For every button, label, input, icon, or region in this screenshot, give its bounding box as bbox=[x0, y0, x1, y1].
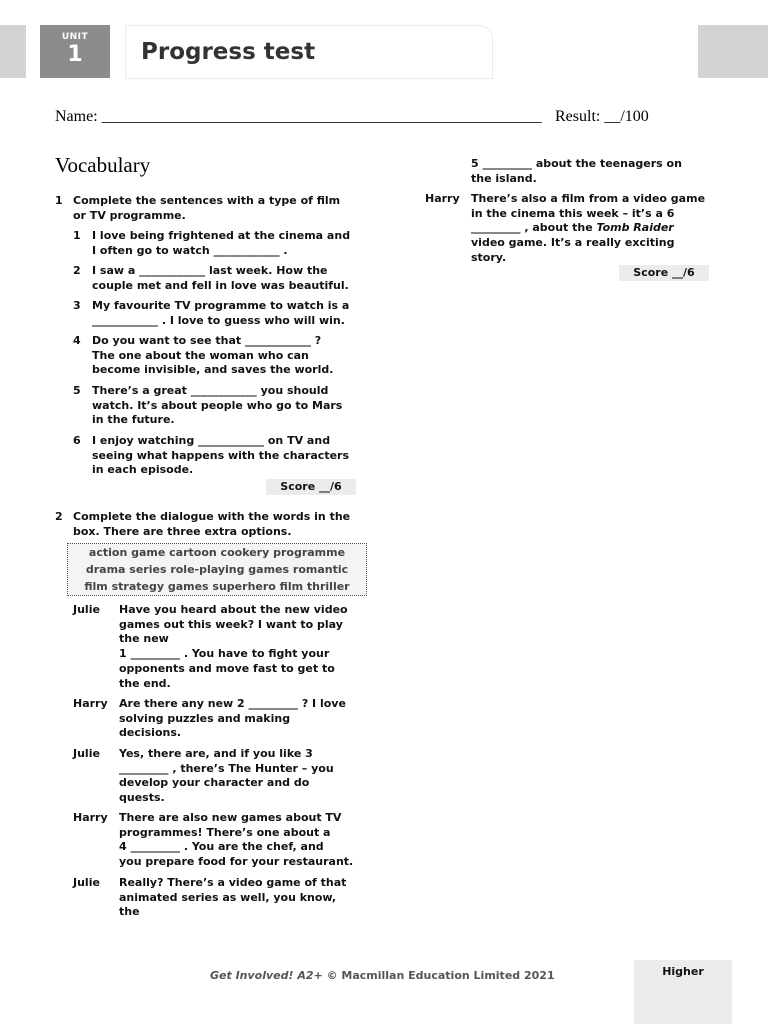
dialogue-line bbox=[471, 192, 705, 266]
item-number: 2 bbox=[73, 264, 81, 277]
text-line: you prepare food for your restaurant. bbox=[119, 855, 354, 869]
book-title: Get Involved! A2+ bbox=[210, 969, 323, 982]
item-line: seeing what happens with the characters bbox=[92, 448, 350, 462]
instruction-line: box. There are three extra options. bbox=[73, 524, 292, 538]
text-line: programmes! There’s one about a bbox=[119, 825, 331, 839]
speaker-name: Julie bbox=[73, 603, 100, 616]
item-number: 3 bbox=[73, 299, 81, 312]
item-line: I enjoy watching ____________ on TV and bbox=[92, 434, 331, 447]
exercise-2-number: 2 bbox=[55, 510, 63, 523]
name-line: _______________________________________________________ bbox=[101, 108, 542, 125]
dialogue-line bbox=[119, 747, 334, 806]
level-label: Higher bbox=[662, 965, 704, 978]
text-line: quests. bbox=[119, 791, 165, 805]
section-title: Vocabulary bbox=[55, 153, 151, 177]
exercise-1-score: Score __/6 bbox=[266, 479, 356, 495]
text-line: 4 _________ . You are the chef, and bbox=[119, 840, 324, 854]
speaker-name: Julie bbox=[73, 876, 100, 889]
exercise-1-instruction bbox=[73, 194, 340, 223]
item-line: I saw a ____________ last week. How the bbox=[92, 264, 328, 277]
text-line: solving puzzles and making bbox=[119, 711, 291, 725]
page-title: Progress test bbox=[141, 39, 316, 65]
copyright-text: © Macmillan Education Limited 2021 bbox=[322, 969, 555, 982]
instruction-line: Complete the sentences with a type of film bbox=[73, 194, 341, 207]
exercise-1-number: 1 bbox=[55, 194, 63, 207]
text-line: story. bbox=[471, 250, 507, 264]
header-left-bar bbox=[0, 25, 26, 78]
item-line: in the future. bbox=[92, 413, 175, 427]
dialogue-line bbox=[119, 603, 348, 691]
text-line: Are there any new 2 _________ ? I love bbox=[119, 697, 346, 710]
dialogue-line bbox=[119, 876, 346, 920]
item-line: couple met and fell in love was beautiful. bbox=[92, 278, 349, 292]
exercise-1-item-6 bbox=[92, 434, 349, 478]
item-line: There’s a great ____________ you should bbox=[92, 384, 329, 397]
footer-copyright bbox=[210, 969, 555, 982]
text-line: video game. It’s a really exciting bbox=[471, 236, 675, 250]
word-box bbox=[67, 543, 367, 596]
item-number: 6 bbox=[73, 434, 81, 447]
speaker-name: Harry bbox=[73, 811, 108, 824]
text-line: the new bbox=[119, 632, 169, 646]
word-box-line: film strategy games superhero film thriller bbox=[84, 580, 350, 593]
word-box-line: action game cartoon cookery programme bbox=[88, 546, 346, 559]
speaker-name: Harry bbox=[425, 192, 460, 205]
unit-number: 1 bbox=[67, 42, 83, 67]
exercise-1-item-2 bbox=[92, 264, 349, 293]
text-line: the bbox=[119, 905, 140, 919]
text-segment: _________ , about the bbox=[471, 221, 597, 235]
text-line: There’s also a film from a video game bbox=[471, 192, 706, 205]
speaker-name: Julie bbox=[73, 747, 100, 760]
word-box-line: drama series role-playing games romantic bbox=[85, 563, 349, 576]
title-box bbox=[125, 25, 493, 79]
dialogue-continuation bbox=[471, 157, 682, 186]
text-line: games out this week? I want to play bbox=[119, 617, 343, 631]
text-line: Really? There’s a video game of that bbox=[119, 876, 347, 889]
text-line: There are also new games about TV bbox=[119, 811, 342, 824]
item-line: watch. It’s about people who go to Mars bbox=[92, 398, 343, 412]
text-line: 1 _________ . You have to fight your bbox=[119, 647, 330, 661]
item-line: in each episode. bbox=[92, 463, 194, 477]
dialogue-line bbox=[119, 697, 346, 741]
item-line: ____________ . I love to guess who will win. bbox=[92, 313, 345, 327]
item-line: I love being frightened at the cinema and bbox=[92, 229, 351, 242]
exercise-1-item-4 bbox=[92, 334, 333, 378]
item-number: 1 bbox=[73, 229, 81, 242]
result-value: __/100 bbox=[604, 108, 649, 125]
exercise-2-score: Score __/6 bbox=[619, 265, 709, 281]
result-label: Result: bbox=[555, 108, 601, 125]
item-line: Do you want to see that ____________ ? bbox=[92, 334, 322, 347]
item-line: My favourite TV programme to watch is a bbox=[92, 299, 350, 312]
item-line: become invisible, and saves the world. bbox=[92, 363, 334, 377]
text-line: decisions. bbox=[119, 726, 182, 740]
text-line: _________ , there’s The Hunter – you bbox=[119, 761, 334, 775]
exercise-1-item-3 bbox=[92, 299, 349, 328]
header-right-bar bbox=[698, 25, 768, 78]
exercise-1-item-5 bbox=[92, 384, 342, 428]
level-box bbox=[634, 960, 732, 1024]
item-line: I often go to watch ____________ . bbox=[92, 243, 288, 257]
result-field bbox=[555, 108, 649, 126]
instruction-line: or TV programme. bbox=[73, 208, 186, 222]
item-number: 5 bbox=[73, 384, 81, 397]
dialogue-line bbox=[119, 811, 353, 870]
text-line: Yes, there are, and if you like 3 bbox=[119, 747, 313, 760]
text-line: animated series as well, you know, bbox=[119, 890, 337, 904]
item-number: 4 bbox=[73, 334, 81, 347]
text-line: Have you heard about the new video bbox=[119, 603, 348, 616]
unit-badge bbox=[40, 25, 110, 78]
instruction-line: Complete the dialogue with the words in the bbox=[73, 510, 351, 523]
text-line: 5 _________ about the teenagers on bbox=[471, 157, 682, 170]
exercise-2-instruction bbox=[73, 510, 350, 539]
game-title: Tomb Raider bbox=[596, 221, 674, 235]
unit-label: UNIT bbox=[61, 32, 89, 42]
text-line: the island. bbox=[471, 171, 537, 185]
text-line bbox=[471, 221, 705, 236]
name-field bbox=[55, 108, 542, 126]
text-line: in the cinema this week – it’s a 6 bbox=[471, 206, 675, 220]
speaker-name: Harry bbox=[73, 697, 108, 710]
text-line: develop your character and do bbox=[119, 776, 310, 790]
item-line: The one about the woman who can bbox=[92, 348, 309, 362]
text-line: opponents and move fast to get to bbox=[119, 661, 335, 675]
exercise-1-item-1 bbox=[92, 229, 350, 258]
text-line: the end. bbox=[119, 676, 171, 690]
name-label: Name: bbox=[55, 108, 98, 125]
